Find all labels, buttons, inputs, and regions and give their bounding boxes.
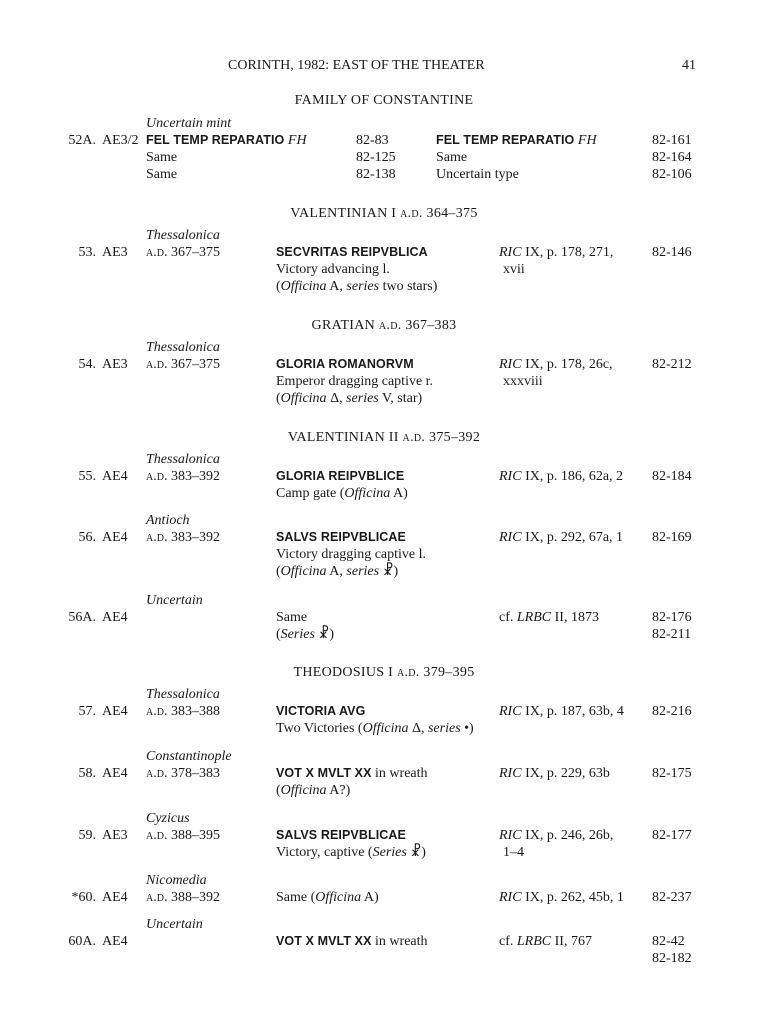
denomination: AE3 [102,357,128,372]
date-range [146,889,220,906]
ric-label: RIC [499,704,522,719]
date-text: 388–395 [170,828,220,843]
emperor-name: VALENTINIAN II [287,430,399,445]
emperor-name: GRATIAN [311,318,376,333]
era-label: a.d. [400,206,423,221]
coin-legend: VICTORIA AVG [276,704,366,718]
inventory-number: 82-176 [652,610,692,625]
text-part: ( [276,783,281,798]
text-part: two stars) [379,279,438,294]
text-part: A?) [326,783,351,798]
text-part: in wreath [371,934,428,949]
denomination: AE4 [102,766,128,781]
description: Emperor dragging captive r. [276,374,434,389]
coin-legend: GLORIA ROMANORVM [276,357,414,371]
inventory-number: 82-42 [652,934,685,949]
ref-text: IX, p. 187, 63b, 4 [521,704,624,719]
reference [499,468,623,485]
mint-label: Nicomedia [146,873,207,888]
text-part: ☧) [406,845,426,860]
officina-label: Officina [280,783,327,798]
officina-label: Officina [280,279,327,294]
date-range [146,468,220,485]
section-title-gratian [0,317,768,334]
inventory-number: 82-237 [652,890,692,905]
lrbc-label: LRBC [516,934,552,949]
officina-label: Officina [315,890,362,905]
series-label: series [346,391,379,406]
series-label: Series [280,627,315,642]
reference [499,703,624,720]
ric-label: RIC [499,245,522,260]
officina-label: Officina [280,391,327,406]
ric-label: RIC [499,890,522,905]
era-label: a.d. [396,665,420,680]
text-part: Victory, captive ( [276,845,373,860]
section-title-constantine: FAMILY OF CONSTANTINE [294,93,474,108]
entry-number: 52A. [68,133,96,148]
emperor-name: VALENTINIAN I [290,206,397,221]
inventory-number: 82-177 [652,828,692,843]
mint-label: Antioch [146,513,190,528]
era-label: a.d. [146,766,168,781]
text-part: A) [390,486,408,501]
emperor-name: THEODOSIUS I [293,665,394,680]
era-label: a.d. [146,357,168,372]
entry-number: 58. [78,766,96,781]
ric-label: RIC [499,469,522,484]
coin-legend: SALVS REIPVBLICAE [276,828,406,842]
date-text: 383–392 [170,530,220,545]
section-title-theodosius-i [0,664,768,681]
reference [499,765,610,782]
inventory-number: 82-212 [652,357,692,372]
mint-label: Thessalonica [146,687,220,702]
text-part: A, [326,564,347,579]
coin-legend [276,765,428,782]
description: Same [276,610,308,625]
entry-number: 59. [78,828,96,843]
era-label: a.d. [146,704,168,719]
section-title-valentinian-i [0,205,768,222]
denomination: AE4 [102,704,128,719]
ref-text: cf. [499,610,517,625]
reference [499,889,624,906]
date-range [146,529,220,546]
date-range [146,356,220,373]
date-text: 367–375 [170,245,220,260]
text-part: Δ, [326,391,347,406]
lrbc-label: LRBC [516,610,552,625]
text-part: ☧) [314,627,335,642]
series-label: series [427,721,461,736]
description: Same [436,150,468,165]
inventory-number: 82-175 [652,766,692,781]
mint-label: Uncertain [146,593,203,608]
page-number: 41 [682,58,696,73]
reign-dates: 367–383 [405,318,457,333]
description [276,390,422,407]
inventory-number: 82-138 [356,167,396,182]
denomination: AE3/2 [102,133,139,148]
ric-label: RIC [499,828,522,843]
ric-label: RIC [499,766,522,781]
description [276,626,334,643]
description: Victory dragging captive l. [276,547,427,562]
series-label: Series [372,845,407,860]
era-label: a.d. [146,469,168,484]
reference [499,609,599,626]
text-part: ( [276,564,281,579]
text-part: ( [276,627,281,642]
ref-text: II, 1873 [551,610,599,625]
era-label: a.d. [146,245,168,260]
denomination: AE4 [102,934,128,949]
reign-dates: 364–375 [426,206,478,221]
era-label: a.d. [146,828,168,843]
entry-number: 55. [78,469,96,484]
description [276,782,350,799]
section-title-valentinian-ii [0,429,768,446]
era-label: a.d. [146,530,168,545]
denomination: AE4 [102,610,128,625]
coin-legend [276,933,428,950]
reference [499,529,623,546]
legend-text: VOT X MVLT XX [276,766,372,780]
description: Uncertain type [436,167,519,182]
legend-mark: FH [577,133,597,148]
reference [499,933,592,950]
entry-number: 57. [78,704,96,719]
inventory-number: 82-169 [652,530,692,545]
description [276,844,426,861]
inventory-number: 82-161 [652,133,692,148]
mint-label: Thessalonica [146,452,220,467]
ric-label: RIC [499,530,522,545]
inventory-number: 82-106 [652,167,692,182]
denomination: AE4 [102,530,128,545]
legend-mark: FH [287,133,307,148]
ref-text: II, 767 [551,934,592,949]
ref-text: IX, p. 292, 67a, 1 [521,530,624,545]
date-text: 388–392 [170,890,220,905]
ref-text: IX, p. 178, 26c, [521,357,613,372]
era-label: a.d. [378,318,402,333]
description [276,278,437,295]
ref-text: IX, p. 229, 63b [521,766,610,781]
running-title: CORINTH, 1982: EAST OF THE THEATER [228,58,485,73]
inventory-number: 82-146 [652,245,692,260]
inventory-number: 82-182 [652,951,692,966]
text-part: A) [361,890,379,905]
text-part: ( [276,391,281,406]
date-range [146,244,220,261]
ref-text: cf. [499,934,517,949]
text-part: ( [276,279,281,294]
reference [499,244,613,261]
text-part: A, [326,279,347,294]
text-part: Δ, [408,721,428,736]
text-part: in wreath [371,766,428,781]
date-text: 378–383 [170,766,220,781]
coin-legend: SALVS REIPVBLICAE [276,530,406,544]
mint-label: Thessalonica [146,340,220,355]
description: Victory advancing l. [276,262,390,277]
text-part: •) [460,721,474,736]
legend-text: FEL TEMP REPARATIO [436,133,575,147]
entry-number: 53. [78,245,96,260]
date-range [146,703,220,720]
mint-label: Cyzicus [146,811,190,826]
entry-number: *60. [71,890,96,905]
denomination: AE4 [102,469,128,484]
reference-continued: xvii [503,262,525,277]
era-label: a.d. [146,890,168,905]
coin-legend: SECVRITAS REIPVBLICA [276,245,428,259]
mint-label: Uncertain [146,917,203,932]
inventory-number: 82-83 [356,133,389,148]
entry-number: 54. [78,357,96,372]
text-part: Same ( [276,890,316,905]
mint-label: Thessalonica [146,228,220,243]
reign-dates: 375–392 [429,430,481,445]
reference-continued: 1–4 [503,845,524,860]
reference-continued: xxxviii [503,374,543,389]
officina-label: Officina [362,721,409,736]
denomination: AE3 [102,245,128,260]
inventory-number: 82-164 [652,150,692,165]
inventory-number: 82-184 [652,469,692,484]
reign-dates: 379–395 [423,665,475,680]
denomination: AE3 [102,828,128,843]
ref-text: IX, p. 186, 62a, 2 [521,469,624,484]
date-range [146,765,220,782]
inventory-number: 82-211 [652,627,692,642]
description: Same [146,150,178,165]
description [276,563,398,580]
era-label: a.d. [402,430,426,445]
text-part: Camp gate ( [276,486,345,501]
officina-label: Officina [344,486,391,501]
inventory-number: 82-216 [652,704,692,719]
reference [499,356,613,373]
ref-text: IX, p. 178, 271, [521,245,614,260]
legend-text: VOT X MVLT XX [276,934,372,948]
date-range [146,827,220,844]
mint-label: Constantinople [146,749,232,764]
entry-number: 60A. [68,934,96,949]
description [276,485,408,502]
date-text: 383–392 [170,469,220,484]
description [276,889,379,906]
officina-label: Officina [280,564,327,579]
ric-label: RIC [499,357,522,372]
coin-legend [146,132,307,149]
coin-legend [436,132,597,149]
entry-number: 56. [78,530,96,545]
description [276,720,474,737]
description: Same [146,167,178,182]
reference [499,827,613,844]
mint-label: Uncertain mint [146,116,232,131]
inventory-number: 82-125 [356,150,396,165]
date-text: 367–375 [170,357,220,372]
text-part: Two Victories ( [276,721,363,736]
series-label: series [346,279,380,294]
ref-text: IX, p. 246, 26b, [521,828,614,843]
legend-text: FEL TEMP REPARATIO [146,133,285,147]
text-part: V, star) [378,391,423,406]
coin-legend: GLORIA REIPVBLICE [276,469,405,483]
ref-text: IX, p. 262, 45b, 1 [521,890,624,905]
series-label: series [346,564,380,579]
date-text: 383–388 [170,704,220,719]
denomination: AE4 [102,890,128,905]
text-part: ☧) [379,564,399,579]
entry-number: 56A. [68,610,96,625]
